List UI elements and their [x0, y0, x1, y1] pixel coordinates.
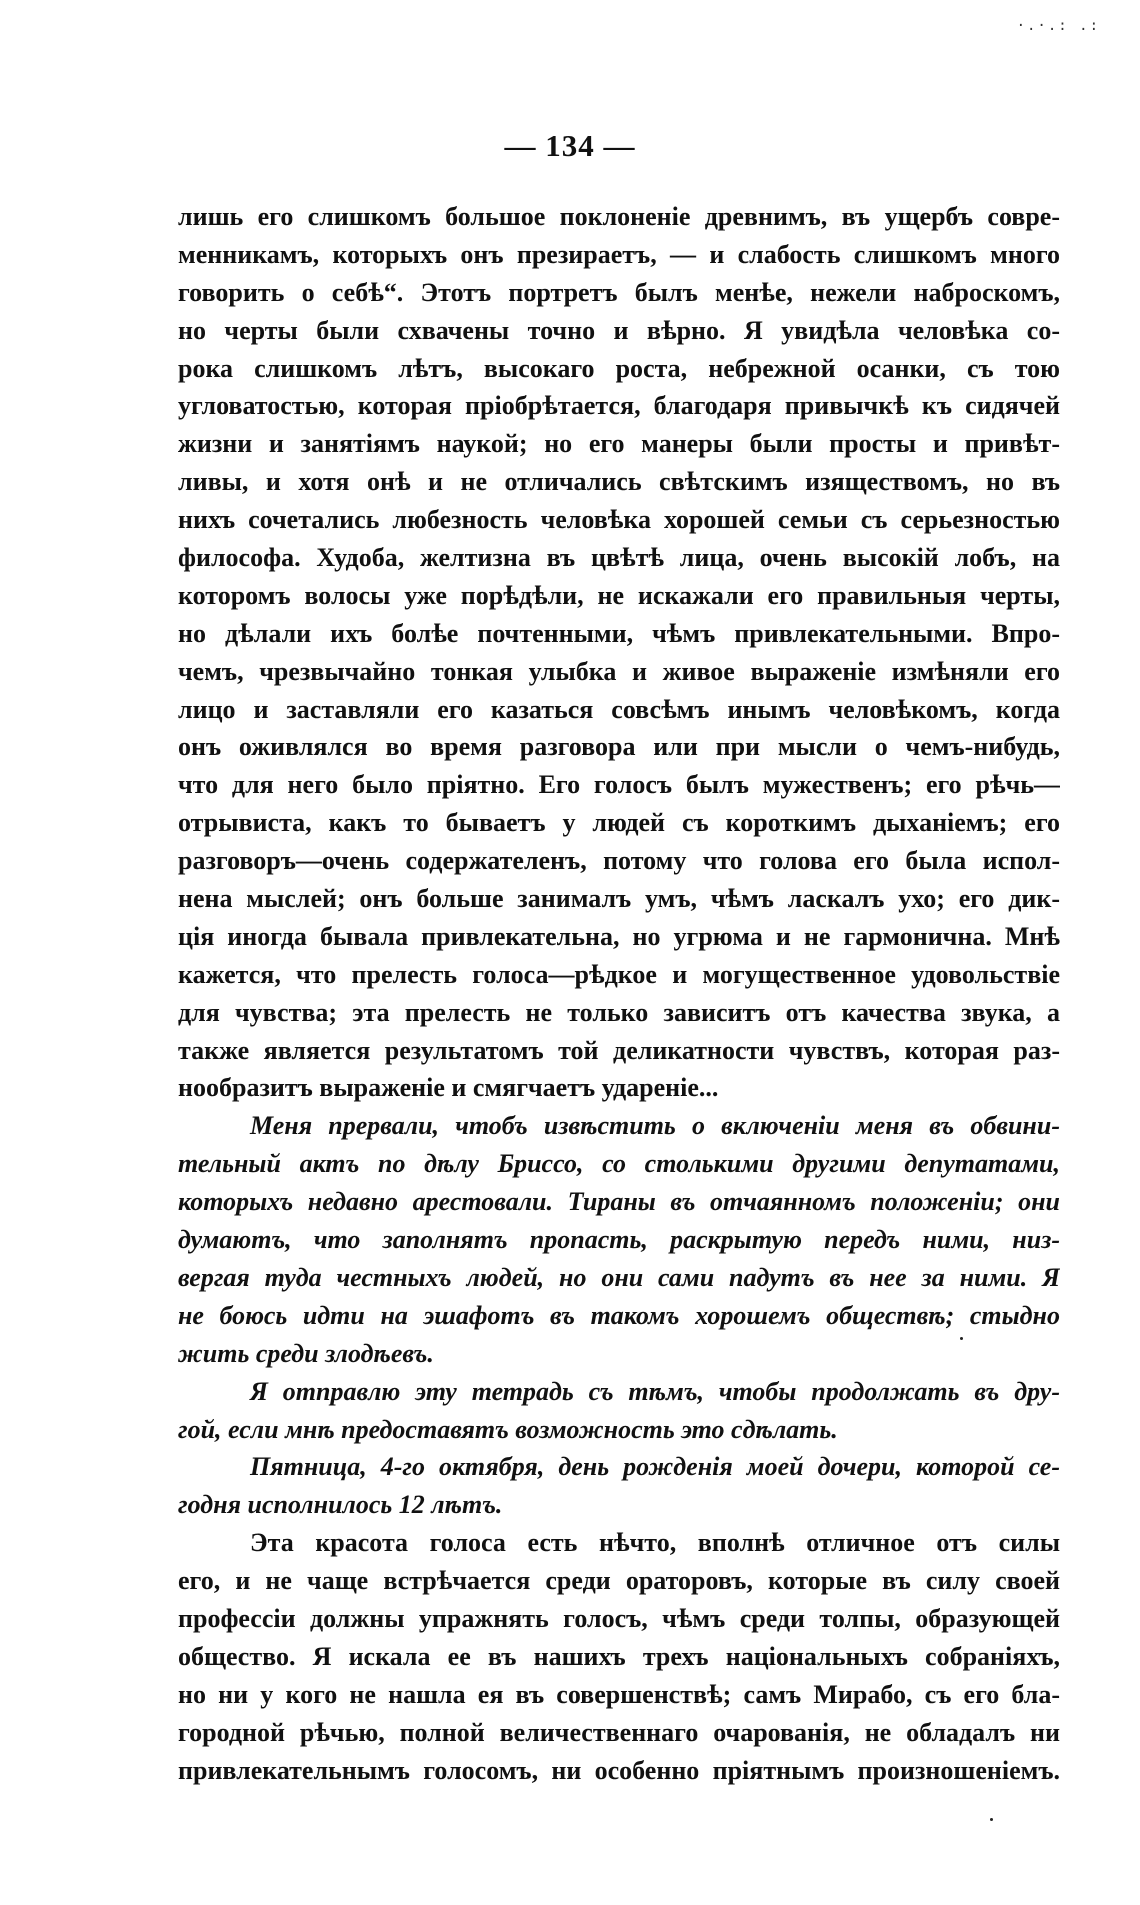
text-line: общество. Я искала ее въ нашихъ трехъ національныхъ собраніяхъ, [178, 1641, 1060, 1671]
text-line: философа. Худоба, желтизна въ цвѣтѣ лица, очень высокій лобъ, на [178, 543, 1060, 573]
italic-line: жить среди злодѣевъ. [178, 1338, 434, 1368]
text-line: отрывиста, какъ то бываетъ у людей съ короткимъ дыханіемъ; его [178, 808, 1060, 838]
italic-line: гой, если мнѣ предоставятъ возможность это сдѣлать. [178, 1414, 838, 1444]
italic-line: годня исполнилось 12 лѣтъ. [178, 1490, 503, 1520]
text-line: городной рѣчью, полной величественнаго очарованія, не обладалъ ни [178, 1717, 1060, 1747]
text-line: что для него было пріятно. Его голосъ былъ мужественъ; его рѣчь— [178, 770, 1060, 800]
page-number: — 134 — [504, 128, 636, 163]
text-line: ція иногда бывала привлекательна, но угрюма и не гармонична. Мнѣ [178, 921, 1060, 951]
italic-note-arrest [178, 1107, 1060, 1372]
text-line: жизни и занятіямъ наукой; но его манеры были просты и привѣт- [178, 429, 1060, 459]
italic-line: Меня прервали, чтобъ извѣстить о включеніи меня въ обвини- [250, 1111, 1060, 1141]
text-line: разговоръ—очень содержателенъ, потому что голова его была испол- [178, 846, 1060, 876]
text-line: чемъ, чрезвычайно тонкая улыбка и живое выраженіе измѣняли его [178, 656, 1060, 686]
text-line: нена мыслей; онъ больше занималъ умъ, чѣмъ ласкалъ ухо; его дик- [178, 884, 1060, 914]
text-line: профессіи должны упражнять голосъ, чѣмъ среди толпы, образующей [178, 1603, 1060, 1633]
text-line: ливы, и хотя онѣ и не отличались свѣтскимъ изяществомъ, но въ [178, 467, 1060, 497]
text-line: которомъ волосы уже порѣдѣли, не искажали его правильныя черты, [178, 580, 1060, 610]
scan-artifact: ·.·.: .: [1016, 18, 1100, 34]
page-body [178, 198, 1060, 1789]
text-line: но дѣлали ихъ болѣе почтенными, чѣмъ привлекательными. Впро- [178, 618, 1060, 648]
text-line: рока слишкомъ лѣтъ, высокаго роста, небрежной осанки, съ тою [178, 353, 1060, 383]
italic-note-notebook [178, 1373, 1060, 1449]
paragraph-portrait [178, 198, 1060, 1107]
text-line: лицо и заставляли его казаться совсѣмъ инымъ человѣкомъ, когда [178, 694, 1060, 724]
italic-line: которыхъ недавно арестовали. Тираны въ отчаянномъ положеніи; они [178, 1187, 1060, 1217]
text-line: Эта красота голоса есть нѣчто, вполнѣ отличное отъ силы [250, 1528, 1060, 1558]
text-line: его, и не чаще встрѣчается среди ораторовъ, которые въ силу своей [178, 1566, 1060, 1596]
text-line: угловатостью, которая пріобрѣтается, благодаря привычкѣ къ сидячей [178, 391, 1060, 421]
text-line: говорить о себѣ“. Этотъ портретъ былъ менѣе, нежели наброскомъ, [178, 277, 1060, 307]
italic-note-date [178, 1448, 1060, 1524]
text-line: но черты были схвачены точно и вѣрно. Я увидѣла человѣка со- [178, 315, 1060, 345]
scan-speck [990, 1818, 993, 1821]
scan-speck [960, 1337, 963, 1340]
italic-line: не боюсь идти на эшафотъ въ такомъ хорошемъ обществѣ; стыдно [178, 1300, 1060, 1330]
text-line: привлекательнымъ голосомъ, ни особенно пріятнымъ произношеніемъ. [178, 1755, 1060, 1785]
text-line: менникамъ, которыхъ онъ презираетъ, — и слабость слишкомъ много [178, 239, 1060, 269]
text-line: для чувства; эта прелесть не только зависитъ отъ качества звука, а [178, 997, 1060, 1027]
italic-line: Пятница, 4-го октября, день рожденія моей дочери, которой се- [250, 1452, 1060, 1482]
italic-line: думаютъ, что заполнятъ пропасть, раскрытую передъ ними, низ- [178, 1225, 1060, 1255]
text-line: также является результатомъ той деликатности чувствъ, которая раз- [178, 1035, 1060, 1065]
paragraph-voice [178, 1524, 1060, 1789]
text-line: нообразитъ выраженіе и смягчаетъ удареніе... [178, 1073, 719, 1103]
text-line: кажется, что прелесть голоса—рѣдкое и могущественное удовольствіе [178, 959, 1060, 989]
italic-line: тельный актъ по дѣлу Бриссо, со столькими другими депутатами, [178, 1149, 1060, 1179]
italic-line: вергая туда честныхъ людей, но они сами падутъ въ нее за ними. Я [178, 1262, 1060, 1292]
text-line: лишь его слишкомъ большое поклоненіе древнимъ, въ ущербъ совре- [178, 202, 1060, 231]
text-line: онъ оживлялся во время разговора или при мысли о чемъ-нибудь, [178, 732, 1060, 762]
italic-line: Я отправлю эту тетрадь съ тѣмъ, чтобы продолжать въ дру- [250, 1376, 1060, 1406]
text-line: но ни у кого не нашла ея въ совершенствѣ; самъ Мирабо, съ его бла- [178, 1679, 1060, 1709]
text-line: нихъ сочетались любезность человѣка хорошей семьи съ серьезностью [178, 505, 1060, 535]
